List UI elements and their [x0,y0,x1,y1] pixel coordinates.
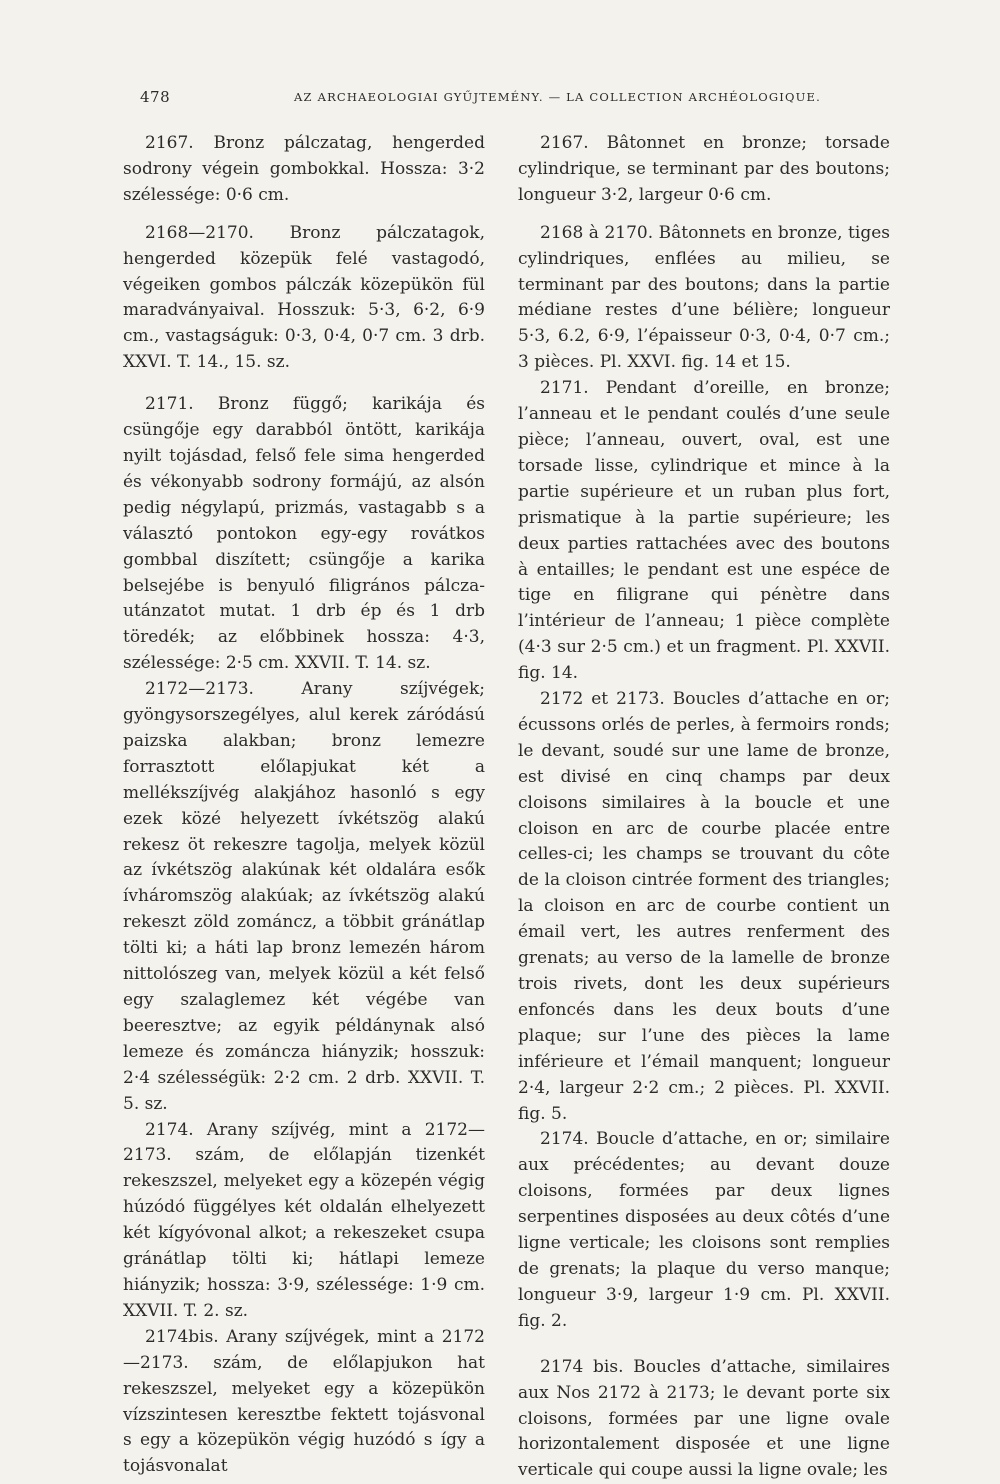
page-header [140,88,875,112]
entry-2168-2170-hu: 2168—2170. Bronz pálczatagok, hengerded közepük felé vastagodó, végeiken gombos pálczák közepükön fül maradványaival. Hosszuk: 5·3, 6·2, 6·9 cm., vastagságuk: 0·3, 0·4, 0·7 cm. 3 drb. XXVI. T. 14., 15. sz. [123,222,485,373]
hungarian-column [123,131,485,1480]
entry-2174-hu: 2174. Arany szíjvég, mint a 2172—2173. szám, de előlapján tizenkét rekeszszel, melyeket egy a közepén végig húzódó függélyes két oldalán elhelyezett két kígyóvonal alkot; a rekeszeket csupa gránátlap tölti ki; hátlapi lemeze hiányzik; hossza: 3·9, szélessége: 1·9 cm. XXVII. T. 2. sz. [123,1119,485,1321]
entry-2171-fr: 2171. Pendant d’oreille, en bronze; l’anneau et le pendant coulés d’une seule pièce; l’anneau, ouvert, oval, est une torsade lisse, cylindrique et mince à la partie supérieure et un ruban plus fort, prismatique à la partie supérieure; les deux parties rattachées avec des boutons à entailles; le pendant est une espéce de tige en filigrane qui pénètre dans l’intérieur de l’anneau; 1 pièce complète (4·3 sur 2·5 cm.) et un fragment. Pl. XXVII. fig. 14. [518,378,890,684]
french-column [518,131,890,1484]
entry-2172-2173-fr: 2172 et 2173. Boucles d’attache en or; écussons orlés de perles, à fermoirs ronds; le devant, soudé sur une lame de bronze, est divisé en cinq champs par deux cloisons similaires à la boucle et une cloison en arc de courbe placée entre celles-ci; les champs se trouvant du côte de la cloison cintrée forment des triangles; la cloison en arc de courbe contient un émail vert, les autres renferment des grenats; au verso de la lamelle de bronze trois rivets, dont les deux supérieurs enfoncés dans les deux bouts d’une plaque; sur l’une des pièces la lame inférieure et l’émail manquent; longueur 2·4, largeur 2·2 cm.; 2 pièces. Pl. XXVII. fig. 5. [518,689,890,1124]
entry-2174bis-hu: 2174bis. Arany szíjvégek, mint a 2172—2173. szám, de előlapjukon hat rekeszszel, melyeket egy a közepükön vízszintesen keresztbe fektett tojásvonal s egy a közepükön végig huzódó s így a tojásvonalat [123,1326,485,1477]
entry-2167-hu: 2167. Bronz pálczatag, hengerded sodrony végein gombokkal. Hossza: 3·2 szélessége: 0·6 cm. [123,133,485,205]
entry-2174bis-fr: 2174 bis. Boucles d’attache, similaires aux Nos 2172 à 2173; le devant porte six cloisons, formées par une ligne ovale horizontalement disposée et une ligne verticale qui coupe aussi la ligne ovale; les [518,1356,890,1481]
running-title: AZ ARCHAEOLOGIAI GYŰJTEMÉNY. — LA COLLECTION ARCHÉOLOGIQUE. [294,90,821,104]
entry-2174-fr: 2174. Boucle d’attache, en or; similaire aux précédentes; au devant douze cloisons, formées par deux lignes serpentines disposées au deux côtés d’une ligne verticale; les cloisons sont remplies de grenats; la plaque du verso manque; longueur 3·9, largeur 1·9 cm. Pl. XXVII. fig. 2. [518,1129,890,1331]
entry-2171-hu: 2171. Bronz függő; karikája és csüngője egy darabból öntött, karikája nyilt tojásdad, felső fele sima hengerded és vékonyabb sodrony formájú, az alsón pedig négylapú, prizmás, vastagabb s a választó pontokon egy-egy rovátkos gombbal diszített; csüngője a karika belsejébe is benyuló filigrános pálcza-utánzatot mutat. 1 drb ép és 1 drb töredék; az előbbinek hossza: 4·3, szélessége: 2·5 cm. XXVII. T. 14. sz. [123,394,485,674]
entry-2168-2170-fr: 2168 à 2170. Bâtonnets en bronze, tiges cylindriques, enflées au milieu, se terminant par des boutons; dans la partie médiane restes d’une bélière; longueur 5·3, 6.2, 6·9, l’épaisseur 0·3, 0·4, 0·7 cm.; 3 pièces. Pl. XXVI. fig. 14 et 15. [518,222,890,373]
page-number: 478 [140,88,171,106]
entry-2167-fr: 2167. Bâtonnet en bronze; torsade cylindrique, se terminant par des boutons; longueur 3·2, largeur 0·6 cm. [518,133,890,205]
entry-2172-2173-hu: 2172—2173. Arany szíjvégek; gyöngysorszegélyes, alul kerek záródású paizska alakban; bronz lemezre forrasztott előlapjukat két a mellékszíjvég alakjához hasonló s egy ezek közé helyezett ívkétszög alakú rekesz öt rekeszre tagolja, melyek közül az ívkétszög alakúnak két oldalára esők ívháromszög alakúak; az ívkétszög alakú rekeszt zöld zománcz, a többit gránátlap tölti ki; a háti lap bronz lemezén három nittolószeg van, melyek közül a két felső egy szalaglemez két végébe van beeresztve; az egyik példánynak alsó lemeze és zománcza hiányzik; hosszuk: 2·4 szélességük: 2·2 cm. 2 drb. XXVII. T. 5. sz. [123,679,485,1114]
